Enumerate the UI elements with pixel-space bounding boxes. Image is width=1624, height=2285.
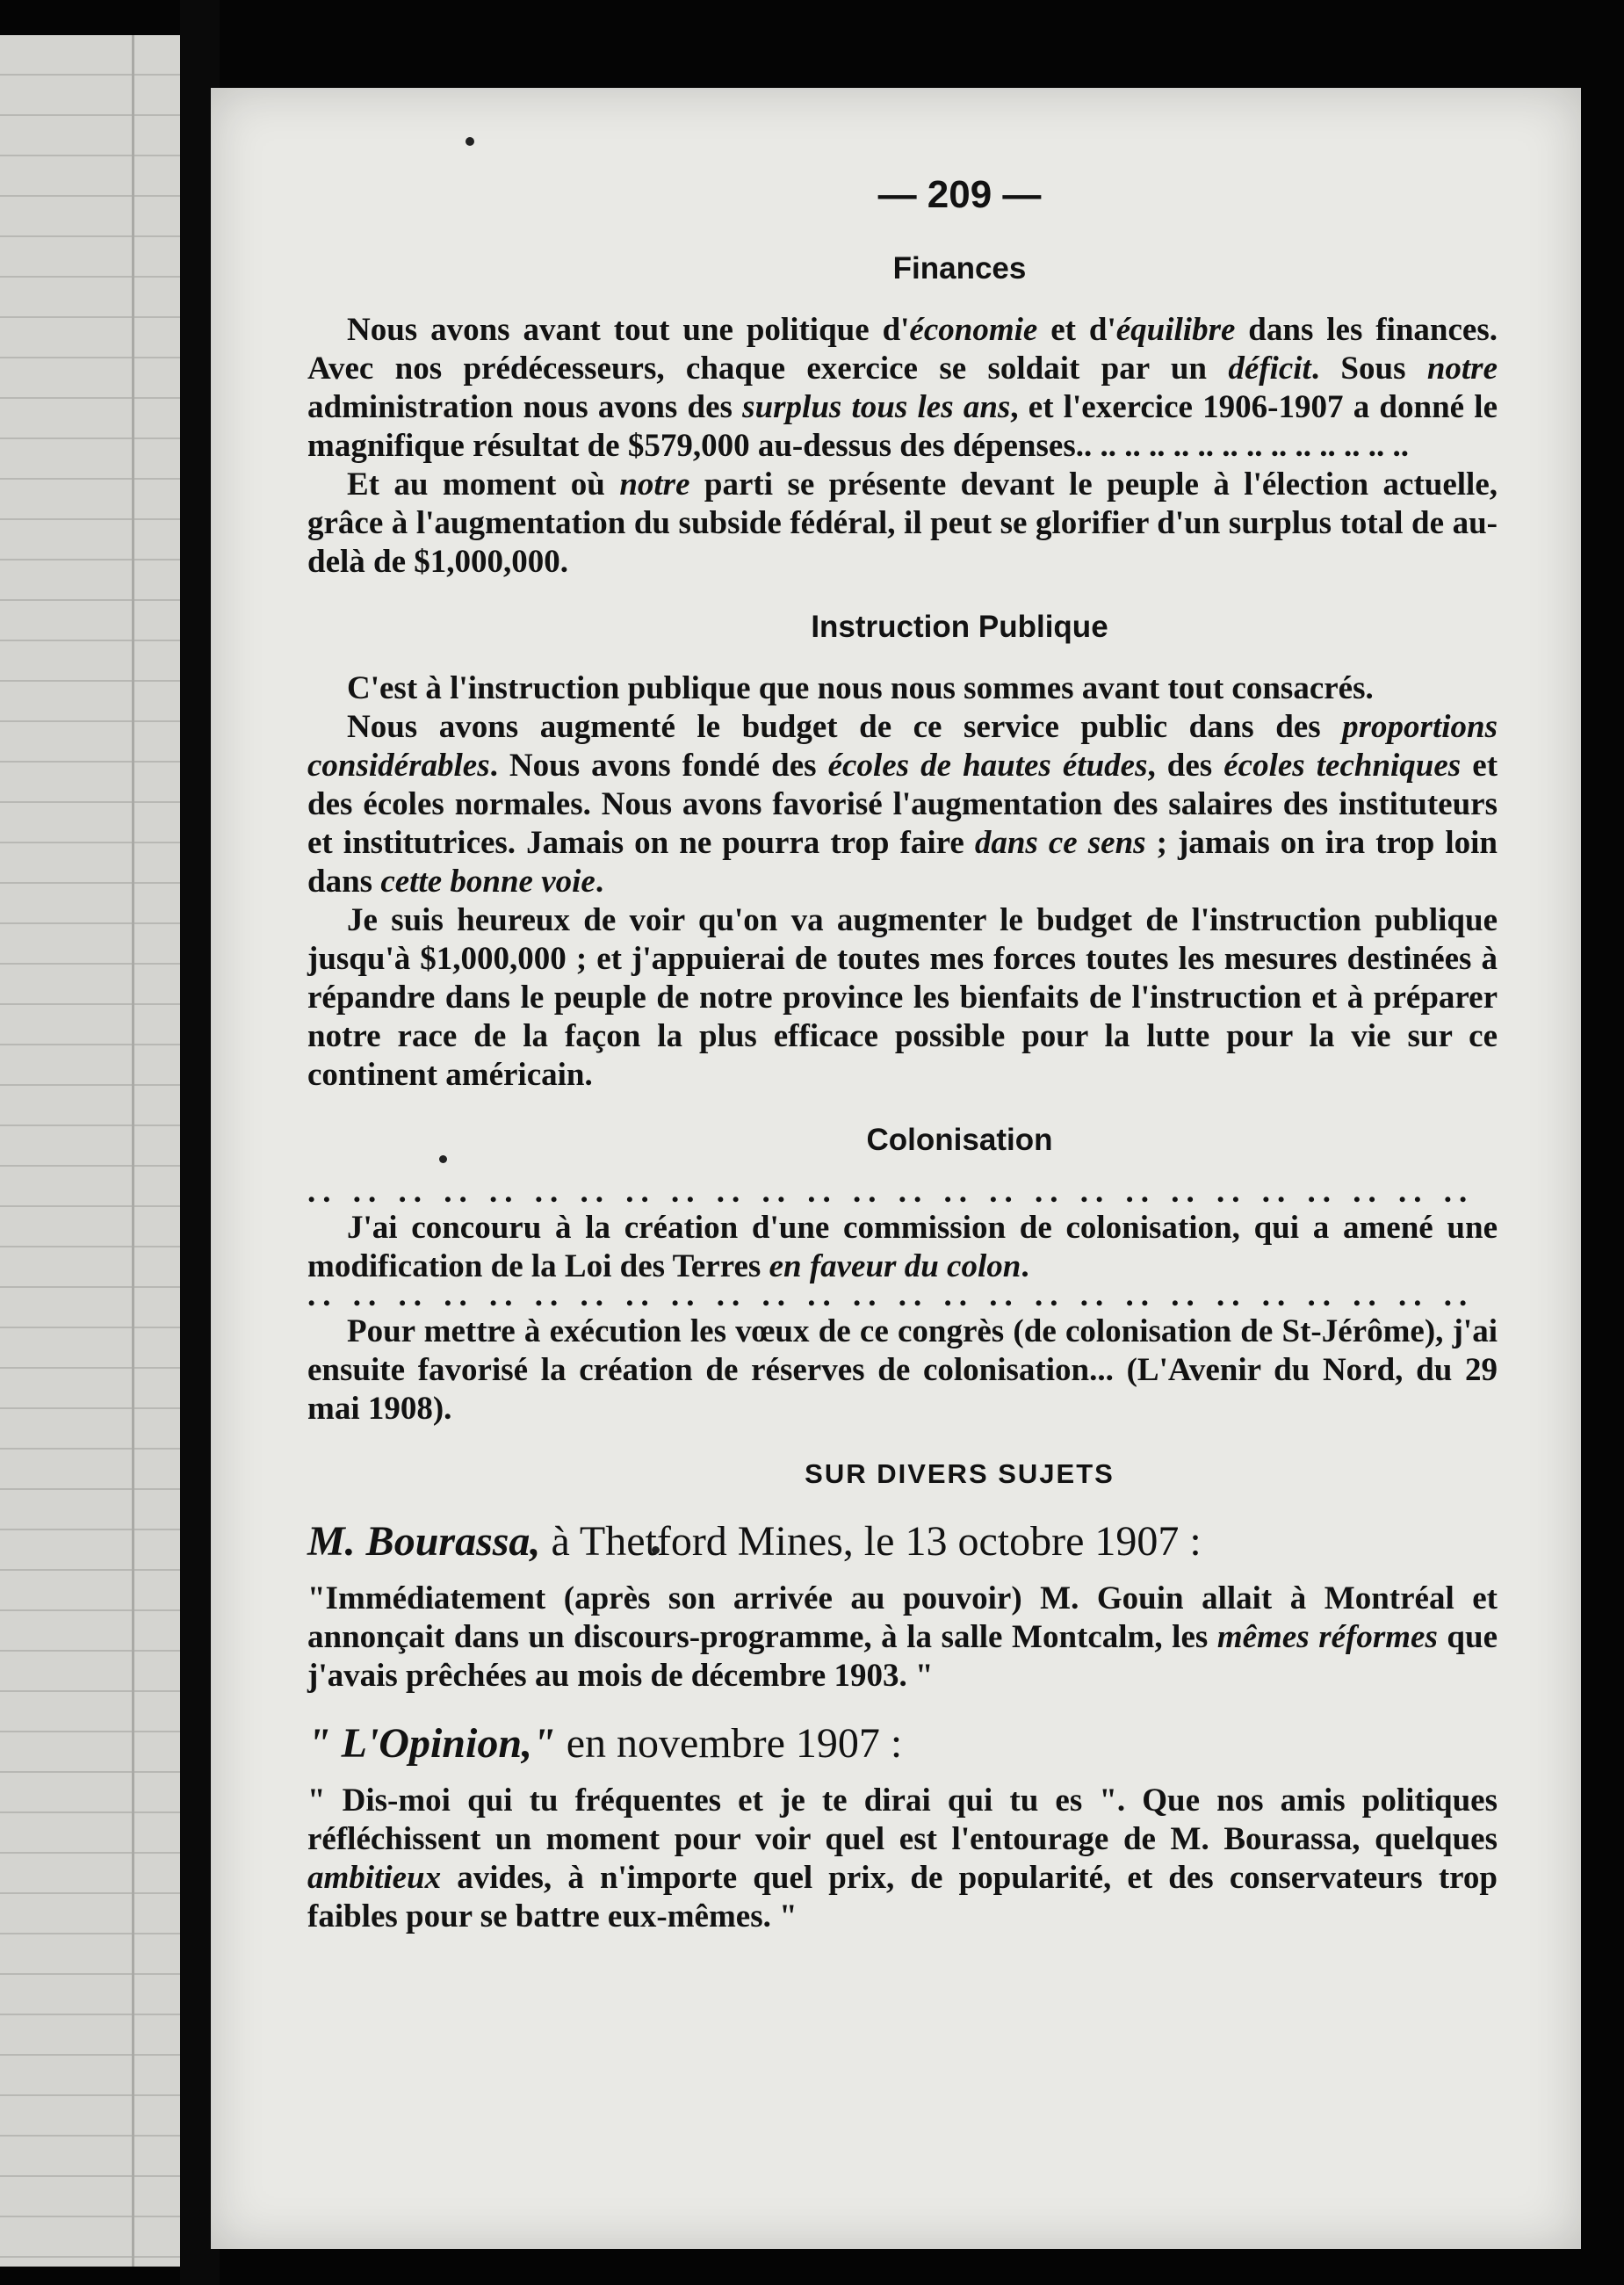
page-content — [307, 173, 1498, 1956]
section-title-divers: SUR DIVERS SUJETS — [805, 1458, 1115, 1489]
speaker-heading-opinion: " L'Opinion," en novembre 1907 : — [307, 1720, 903, 1767]
page-number: — 209 — — [877, 173, 1042, 216]
instruction-paragraph-2: Nous avons augmenté le budget de ce service public dans des proportions considérables. Nous avons fondé des écoles de hautes études, des écoles techniques et des écoles normales. Nous avons favorisé l'augmentation des salaires des instituteurs et institutrices. Jamais on ne pourra trop faire dans ce sens ; jamais on ira trop loin dans cette bonne voie. — [307, 709, 1498, 900]
scanned-page — [211, 88, 1581, 2249]
finances-paragraph-1: Nous avons avant tout une politique d'économie et d'équilibre dans les finances. Avec nos prédécesseurs, chaque exercice se soldait par un déficit. Sous notre administration nous avons des surplus tous les ans, et l'exercice 1906-1907 a donné le magnifique résultat de $579,000 au-dessus des dépenses.. .. .. .. .. .. .. .. .. .. .. .. .. .. — [307, 312, 1498, 464]
left-notebook-page — [0, 35, 180, 2267]
notebook-margin-line — [132, 35, 134, 2267]
quote-opinion: " Dis-moi qui tu fréquentes et je te dirai qui tu es ". Que nos amis politiques réfléchissent un moment pour voir quel est l'entourage de M. Bourassa, quelques ambitieux avides, à n'importe quel prix, de popularité, et des conservateurs trop faibles pour se battre eux-mêmes. " — [307, 1782, 1498, 1934]
section-title-finances: Finances — [892, 251, 1027, 286]
quote-bourassa: "Immédiatement (après son arrivée au pouvoir) M. Gouin allait à Montréal et annonçait dans un discours-programme, à la salle Montcalm, les mêmes réformes que j'avais prêchées au mois de décembre 1903. " — [307, 1580, 1498, 1694]
speaker-heading-bourassa: M. Bourassa, à Thetford Mines, le 13 octobre 1907 : — [307, 1518, 1202, 1565]
ellipsis-row: .. .. .. .. .. .. .. .. .. .. .. .. .. .. .. .. .. .. .. .. .. .. .. .. .. .. — [307, 1182, 1475, 1209]
finances-paragraph-2: Et au moment où notre parti se présente devant le peuple à l'élection actuelle, grâce à l'augmentation du subside fédéral, il peut se glorifier d'un surplus total de au-delà de $1,000,000. — [307, 466, 1498, 580]
section-title-colonisation: Colonisation — [866, 1123, 1053, 1157]
scan-speck — [466, 137, 474, 146]
colonisation-paragraph-1: J'ai concouru à la création d'une commission de colonisation, qui a amené une modification de la Loi des Terres en faveur du colon. — [307, 1210, 1498, 1284]
ellipsis-row: .. .. .. .. .. .. .. .. .. .. .. .. .. .. .. .. .. .. .. .. .. .. .. .. .. .. — [307, 1286, 1475, 1312]
instruction-paragraph-1: C'est à l'instruction publique que nous nous sommes avant tout consacrés. — [347, 670, 1374, 706]
instruction-paragraph-3: Je suis heureux de voir qu'on va augmenter le budget de l'instruction publique jusqu'à $1,000,000 ; et j'appuierai de toutes mes forces toutes les mesures destinées à répandre dans le peuple de notre province les bienfaits de l'instruction et à préparer notre race de la façon la plus efficace possible pour la lutte pour la vie sur ce continent américain. — [307, 902, 1498, 1093]
section-title-instruction: Instruction Publique — [811, 610, 1108, 644]
colonisation-paragraph-2: Pour mettre à exécution les vœux de ce congrès (de colonisation de St-Jérôme), j'ai ensuite favorisé la création de réserves de colonisation... (L'Avenir du Nord, du 29 mai 1908). — [307, 1313, 1498, 1427]
